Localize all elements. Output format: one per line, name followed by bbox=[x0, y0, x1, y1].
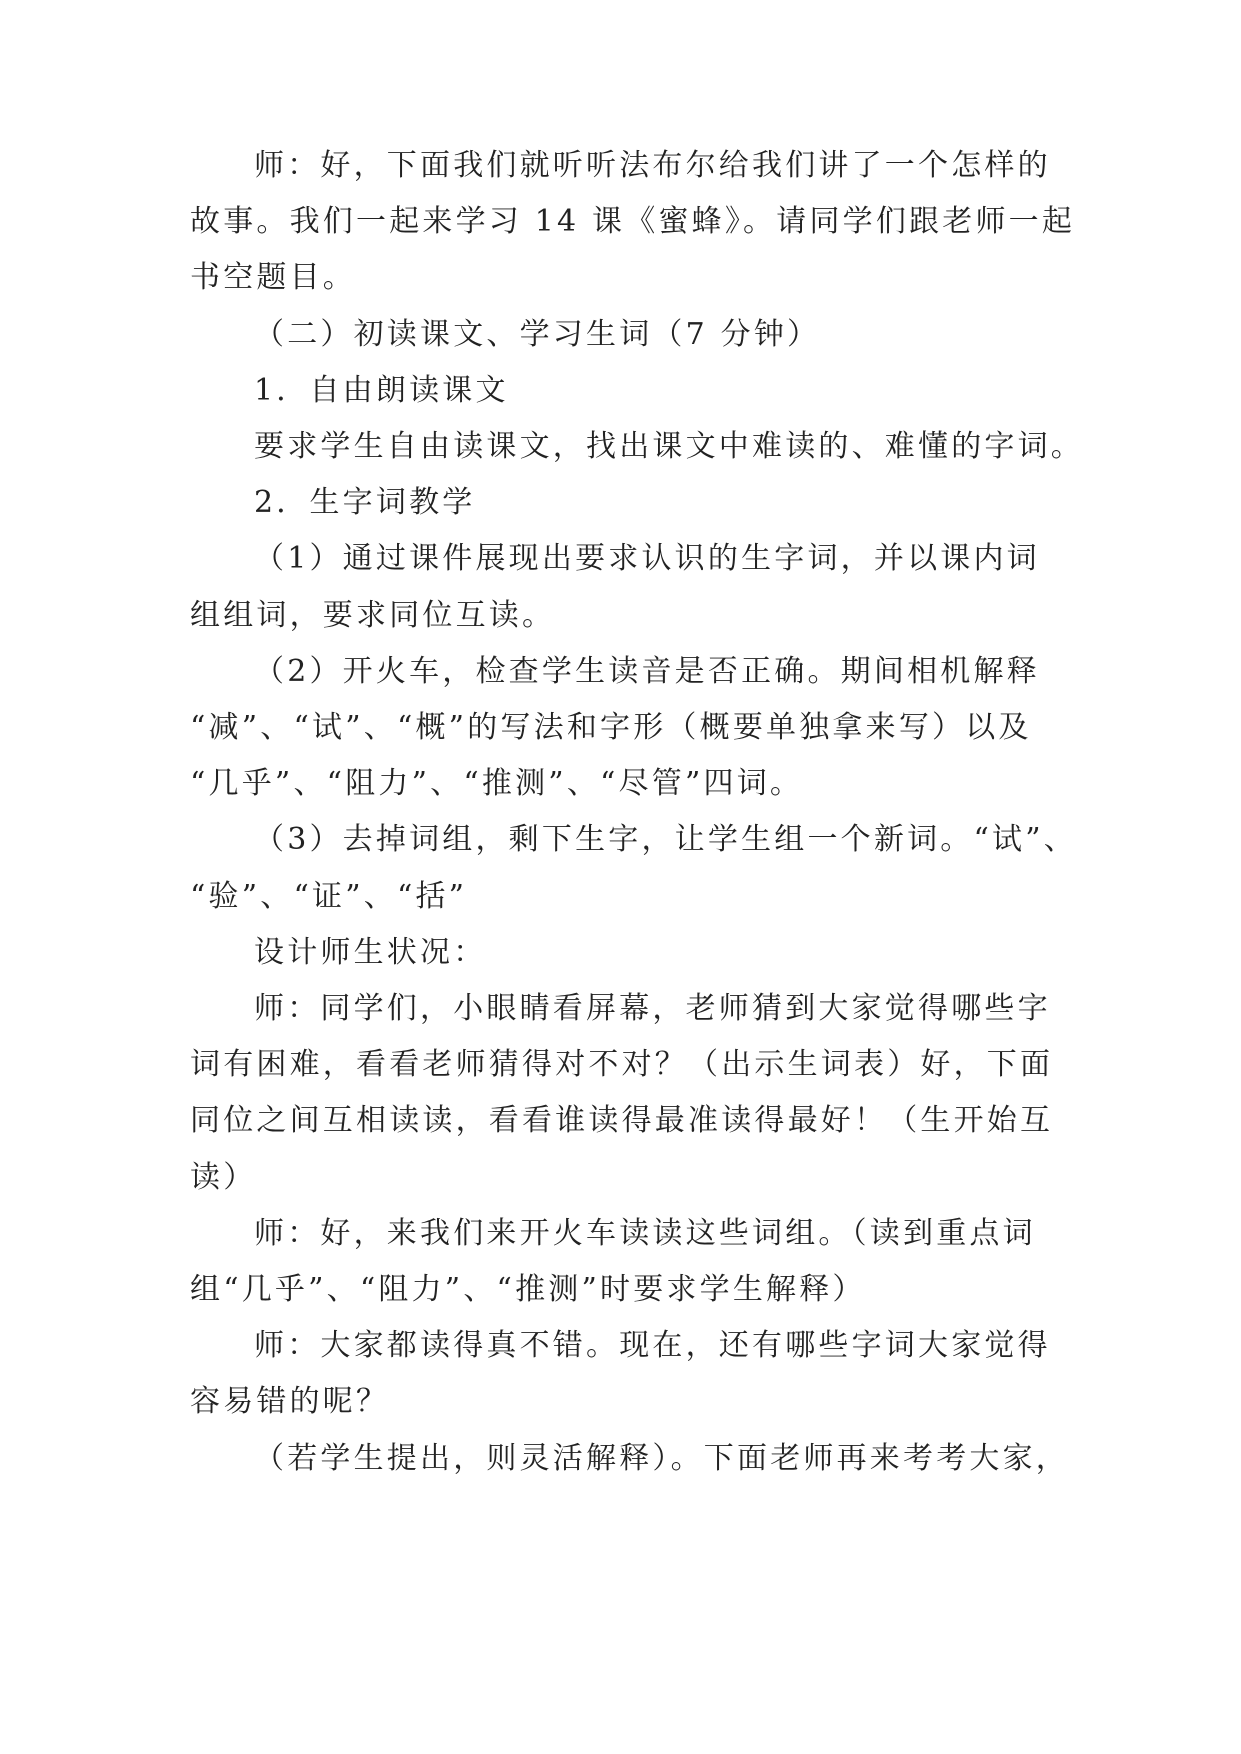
text-line: 读） bbox=[190, 1160, 257, 1195]
text-line: “验”、“证”、“括” bbox=[190, 879, 468, 914]
text-line: 组组词，要求同位互读。 bbox=[190, 598, 556, 633]
subsection-heading: 1．自由朗读课文 bbox=[254, 373, 509, 408]
text-line: “减”、“试”、“概”的写法和字形（概要单独拿来写）以及 bbox=[190, 710, 1032, 745]
text-line: 师：好，下面我们就听听法布尔给我们讲了一个怎样的 bbox=[254, 148, 1051, 183]
text-line: 容易错的呢？ bbox=[190, 1384, 390, 1419]
text-line: （3）去掉词组，剩下生字，让学生组一个新词。“试”、 bbox=[254, 822, 1077, 857]
text-line: 同位之间互相读读，看看谁读得最准读得最好！（生开始互 bbox=[190, 1103, 1054, 1138]
text-line: 设计师生状况： bbox=[254, 935, 487, 970]
text-line: （1）通过课件展现出要求认识的生字词，并以课内词 bbox=[254, 541, 1040, 576]
text-line: 师：同学们，小眼睛看屏幕，老师猜到大家觉得哪些字 bbox=[254, 991, 1051, 1026]
subsection-heading: 2．生字词教学 bbox=[254, 485, 476, 520]
text-line: 词有困难，看看老师猜得对不对？（出示生词表）好，下面 bbox=[190, 1047, 1054, 1082]
text-line: 师：大家都读得真不错。现在，还有哪些字词大家觉得 bbox=[254, 1328, 1051, 1363]
text-line: 要求学生自由读课文，找出课文中难读的、难懂的字词。 bbox=[254, 429, 1084, 464]
text-line: 组“几乎”、“阻力”、“推测”时要求学生解释） bbox=[190, 1272, 866, 1307]
text-line: 书空题目。 bbox=[190, 260, 356, 295]
text-line: 师：好，来我们来开火车读读这些词组。（读到重点词 bbox=[254, 1216, 1036, 1251]
text-line: “几乎”、“阻力”、“推测”、“尽管”四词。 bbox=[190, 766, 804, 801]
section-heading: （二）初读课文、学习生词（7 分钟） bbox=[254, 317, 821, 352]
text-line: （2）开火车，检查学生读音是否正确。期间相机解释 bbox=[254, 654, 1040, 689]
text-line: 故事。我们一起来学习 14 课《蜜蜂》。请同学们跟老师一起 bbox=[190, 204, 1076, 239]
text-line: （若学生提出，则灵活解释）。下面老师再来考考大家， bbox=[254, 1441, 1069, 1476]
